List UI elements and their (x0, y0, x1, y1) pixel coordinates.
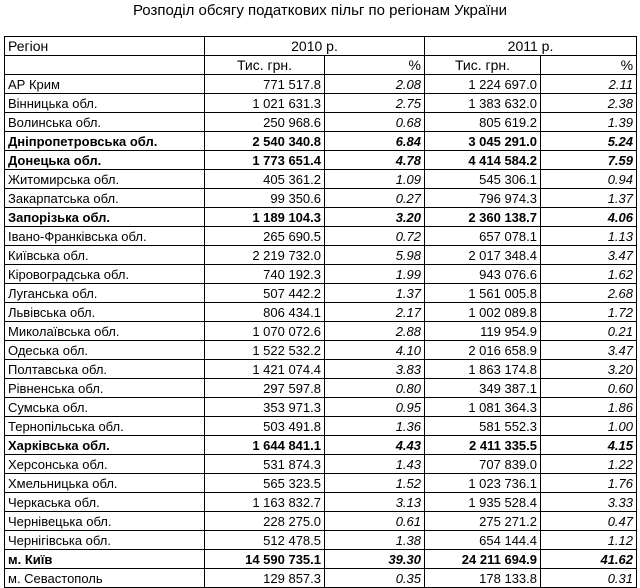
header-percent-2011: % (541, 56, 637, 75)
table-row (5, 455, 637, 474)
percent-2010-cell: 1.09 (325, 170, 425, 189)
percent-2010-cell: 5.98 (325, 246, 425, 265)
tax-benefits-table (4, 36, 637, 588)
percent-2010-cell: 0.80 (325, 379, 425, 398)
value-2011-cell: 1 863 174.8 (425, 360, 541, 379)
region-cell: м. Київ (5, 550, 205, 569)
value-2011-cell: 1 023 736.1 (425, 474, 541, 493)
table-row (5, 246, 637, 265)
percent-2011-cell: 2.68 (541, 284, 637, 303)
header-blank-cell (5, 56, 205, 75)
header-row-years (5, 37, 637, 56)
percent-2010-cell: 1.36 (325, 417, 425, 436)
region-cell: Кіровоградська обл. (5, 265, 205, 284)
percent-2011-cell: 0.94 (541, 170, 637, 189)
value-2010-cell: 565 323.5 (205, 474, 325, 493)
value-2011-cell: 2 411 335.5 (425, 436, 541, 455)
percent-2010-cell: 0.68 (325, 113, 425, 132)
percent-2011-cell: 5.24 (541, 132, 637, 151)
region-cell: Одеська обл. (5, 341, 205, 360)
percent-2011-cell: 1.22 (541, 455, 637, 474)
percent-2010-cell: 0.27 (325, 189, 425, 208)
table-row (5, 208, 637, 227)
region-cell: Харківська обл. (5, 436, 205, 455)
percent-2010-cell: 2.75 (325, 94, 425, 113)
percent-2010-cell: 3.20 (325, 208, 425, 227)
percent-2010-cell: 3.13 (325, 493, 425, 512)
value-2011-cell: 178 133.8 (425, 569, 541, 588)
value-2011-cell: 275 271.2 (425, 512, 541, 531)
region-cell: Черкаська обл. (5, 493, 205, 512)
percent-2011-cell: 1.76 (541, 474, 637, 493)
table-row (5, 132, 637, 151)
percent-2011-cell: 1.13 (541, 227, 637, 246)
percent-2010-cell: 2.17 (325, 303, 425, 322)
percent-2011-cell: 3.33 (541, 493, 637, 512)
value-2011-cell: 1 081 364.3 (425, 398, 541, 417)
region-cell: Донецька обл. (5, 151, 205, 170)
region-cell: Луганська обл. (5, 284, 205, 303)
value-2011-cell: 349 387.1 (425, 379, 541, 398)
value-2010-cell: 228 275.0 (205, 512, 325, 531)
region-cell: Рівненська обл. (5, 379, 205, 398)
value-2010-cell: 250 968.6 (205, 113, 325, 132)
value-2011-cell: 707 839.0 (425, 455, 541, 474)
percent-2011-cell: 4.15 (541, 436, 637, 455)
value-2011-cell: 119 954.9 (425, 322, 541, 341)
percent-2010-cell: 1.43 (325, 455, 425, 474)
value-2011-cell: 581 552.3 (425, 417, 541, 436)
table-row (5, 284, 637, 303)
percent-2010-cell: 4.43 (325, 436, 425, 455)
value-2010-cell: 740 192.3 (205, 265, 325, 284)
percent-2011-cell: 1.62 (541, 265, 637, 284)
percent-2010-cell: 0.35 (325, 569, 425, 588)
region-cell: Полтавська обл. (5, 360, 205, 379)
percent-2010-cell: 4.78 (325, 151, 425, 170)
value-2010-cell: 1 163 832.7 (205, 493, 325, 512)
value-2011-cell: 2 016 658.9 (425, 341, 541, 360)
header-year-2010: 2010 р. (205, 37, 425, 56)
value-2010-cell: 1 644 841.1 (205, 436, 325, 455)
table-row (5, 550, 637, 569)
percent-2010-cell: 0.72 (325, 227, 425, 246)
region-cell: Волинська обл. (5, 113, 205, 132)
header-region: Регіон (5, 37, 205, 56)
table-row (5, 493, 637, 512)
value-2010-cell: 2 540 340.8 (205, 132, 325, 151)
value-2010-cell: 265 690.5 (205, 227, 325, 246)
value-2011-cell: 943 076.6 (425, 265, 541, 284)
percent-2011-cell: 0.47 (541, 512, 637, 531)
value-2010-cell: 507 442.2 (205, 284, 325, 303)
value-2011-cell: 657 078.1 (425, 227, 541, 246)
region-cell: Дніпропетровська обл. (5, 132, 205, 151)
value-2010-cell: 1 522 532.2 (205, 341, 325, 360)
percent-2010-cell: 6.84 (325, 132, 425, 151)
value-2010-cell: 806 434.1 (205, 303, 325, 322)
region-cell: м. Севастополь (5, 569, 205, 588)
region-cell: Чернігівська обл. (5, 531, 205, 550)
value-2010-cell: 99 350.6 (205, 189, 325, 208)
table-row (5, 75, 637, 94)
value-2011-cell: 1 561 005.8 (425, 284, 541, 303)
table-row (5, 398, 637, 417)
value-2010-cell: 2 219 732.0 (205, 246, 325, 265)
header-percent-2010: % (325, 56, 425, 75)
value-2011-cell: 654 144.4 (425, 531, 541, 550)
value-2011-cell: 1 224 697.0 (425, 75, 541, 94)
region-cell: Київська обл. (5, 246, 205, 265)
value-2011-cell: 1 935 528.4 (425, 493, 541, 512)
value-2011-cell: 24 211 694.9 (425, 550, 541, 569)
value-2010-cell: 405 361.2 (205, 170, 325, 189)
table-row (5, 436, 637, 455)
percent-2010-cell: 39.30 (325, 550, 425, 569)
table-row (5, 322, 637, 341)
region-cell: Закарпатська обл. (5, 189, 205, 208)
table-row (5, 474, 637, 493)
percent-2010-cell: 2.08 (325, 75, 425, 94)
region-cell: Житомирська обл. (5, 170, 205, 189)
header-unit-2010: Тис. грн. (205, 56, 325, 75)
value-2011-cell: 2 017 348.4 (425, 246, 541, 265)
percent-2011-cell: 1.00 (541, 417, 637, 436)
table-row (5, 151, 637, 170)
percent-2010-cell: 1.99 (325, 265, 425, 284)
percent-2010-cell: 1.38 (325, 531, 425, 550)
table-row (5, 569, 637, 588)
percent-2011-cell: 1.72 (541, 303, 637, 322)
table-row (5, 189, 637, 208)
table-row (5, 94, 637, 113)
percent-2011-cell: 3.47 (541, 246, 637, 265)
value-2011-cell: 2 360 138.7 (425, 208, 541, 227)
table-row (5, 379, 637, 398)
value-2011-cell: 796 974.3 (425, 189, 541, 208)
value-2011-cell: 1 002 089.8 (425, 303, 541, 322)
percent-2011-cell: 1.39 (541, 113, 637, 132)
value-2010-cell: 353 971.3 (205, 398, 325, 417)
header-year-2011: 2011 р. (425, 37, 637, 56)
region-cell: Миколаївська обл. (5, 322, 205, 341)
value-2010-cell: 503 491.8 (205, 417, 325, 436)
value-2010-cell: 512 478.5 (205, 531, 325, 550)
table-row (5, 227, 637, 246)
table-row (5, 512, 637, 531)
value-2011-cell: 545 306.1 (425, 170, 541, 189)
table-row (5, 360, 637, 379)
value-2010-cell: 1 070 072.6 (205, 322, 325, 341)
percent-2011-cell: 1.12 (541, 531, 637, 550)
value-2010-cell: 1 773 651.4 (205, 151, 325, 170)
value-2010-cell: 1 021 631.3 (205, 94, 325, 113)
value-2011-cell: 1 383 632.0 (425, 94, 541, 113)
percent-2011-cell: 7.59 (541, 151, 637, 170)
region-cell: АР Крим (5, 75, 205, 94)
percent-2011-cell: 1.37 (541, 189, 637, 208)
value-2011-cell: 805 619.2 (425, 113, 541, 132)
value-2010-cell: 771 517.8 (205, 75, 325, 94)
value-2011-cell: 4 414 584.2 (425, 151, 541, 170)
percent-2011-cell: 3.20 (541, 360, 637, 379)
percent-2010-cell: 0.95 (325, 398, 425, 417)
percent-2010-cell: 4.10 (325, 341, 425, 360)
percent-2011-cell: 0.31 (541, 569, 637, 588)
table-row (5, 265, 637, 284)
region-cell: Тернопільська обл. (5, 417, 205, 436)
table-row (5, 531, 637, 550)
table-row (5, 341, 637, 360)
header-row-units (5, 56, 637, 75)
percent-2011-cell: 2.11 (541, 75, 637, 94)
percent-2010-cell: 1.37 (325, 284, 425, 303)
percent-2011-cell: 0.21 (541, 322, 637, 341)
value-2011-cell: 3 045 291.0 (425, 132, 541, 151)
region-cell: Сумська обл. (5, 398, 205, 417)
value-2010-cell: 531 874.3 (205, 455, 325, 474)
value-2010-cell: 14 590 735.1 (205, 550, 325, 569)
region-cell: Львівська обл. (5, 303, 205, 322)
region-cell: Херсонська обл. (5, 455, 205, 474)
percent-2010-cell: 0.61 (325, 512, 425, 531)
value-2010-cell: 1 189 104.3 (205, 208, 325, 227)
table-row (5, 417, 637, 436)
value-2010-cell: 129 857.3 (205, 569, 325, 588)
percent-2011-cell: 1.86 (541, 398, 637, 417)
region-cell: Хмельницька обл. (5, 474, 205, 493)
table-row (5, 303, 637, 322)
page-title: Розподіл обсягу податкових пільг по регіонам України (132, 2, 508, 19)
table-row (5, 113, 637, 132)
percent-2010-cell: 1.52 (325, 474, 425, 493)
header-unit-2011: Тис. грн. (425, 56, 541, 75)
region-cell: Вінницька обл. (5, 94, 205, 113)
percent-2011-cell: 0.60 (541, 379, 637, 398)
percent-2011-cell: 41.62 (541, 550, 637, 569)
percent-2011-cell: 3.47 (541, 341, 637, 360)
value-2010-cell: 297 597.8 (205, 379, 325, 398)
percent-2011-cell: 4.06 (541, 208, 637, 227)
percent-2011-cell: 2.38 (541, 94, 637, 113)
table-row (5, 170, 637, 189)
region-cell: Чернівецька обл. (5, 512, 205, 531)
region-cell: Івано-Франківська обл. (5, 227, 205, 246)
region-cell: Запорізька обл. (5, 208, 205, 227)
percent-2010-cell: 3.83 (325, 360, 425, 379)
value-2010-cell: 1 421 074.4 (205, 360, 325, 379)
percent-2010-cell: 2.88 (325, 322, 425, 341)
